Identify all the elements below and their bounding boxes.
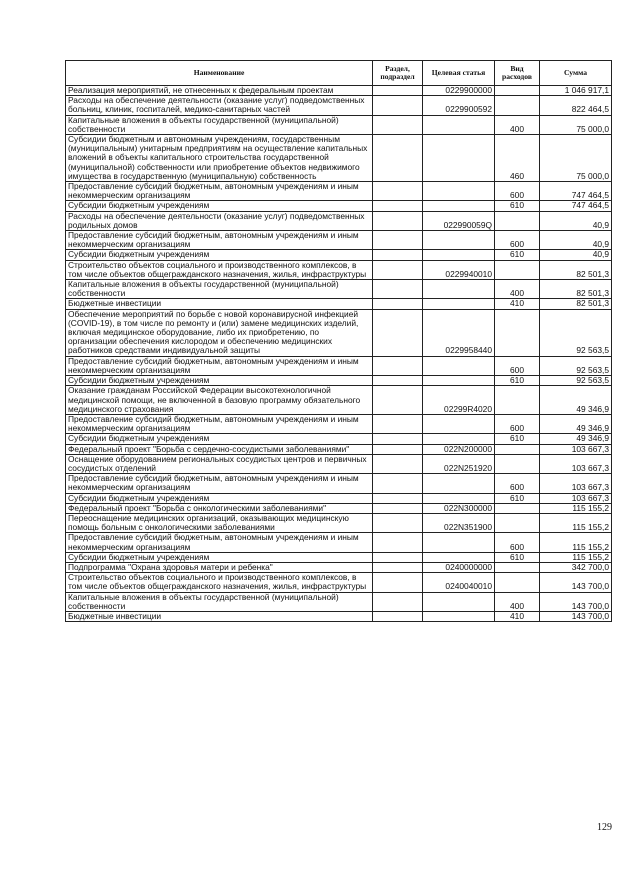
table-row: [66, 592, 612, 611]
cell-section: [373, 562, 423, 572]
cell-sum: 103 667,3: [540, 493, 612, 503]
cell-vid: 600: [495, 474, 540, 493]
table-row: [66, 309, 612, 356]
cell-sum: 143 700,0: [540, 611, 612, 621]
cell-name: Предоставление субсидий бюджетным, автономным учреждениям и иным некоммерческим организациям: [66, 474, 373, 493]
cell-target: 022N251920: [423, 454, 495, 473]
cell-vid: [495, 513, 540, 532]
cell-target: [423, 299, 495, 309]
table-row: [66, 96, 612, 115]
cell-name: Предоставление субсидий бюджетным, автономным учреждениям и иным некоммерческим организациям: [66, 356, 373, 375]
cell-section: [373, 611, 423, 621]
cell-vid: [495, 260, 540, 279]
cell-name: Предоставление субсидий бюджетным, автономным учреждениям и иным некоммерческим организациям: [66, 182, 373, 201]
cell-target: [423, 280, 495, 299]
cell-sum: 40,9: [540, 250, 612, 260]
cell-target: [423, 356, 495, 375]
cell-sum: 115 155,2: [540, 533, 612, 552]
cell-target: [423, 552, 495, 562]
cell-target: [423, 474, 495, 493]
cell-target: 022990059Q: [423, 211, 495, 230]
cell-target: [423, 250, 495, 260]
table-row: [66, 211, 612, 230]
cell-target: [423, 533, 495, 552]
header-name: Наименование: [66, 61, 373, 86]
cell-sum: 82 501,3: [540, 280, 612, 299]
cell-vid: 600: [495, 356, 540, 375]
cell-sum: 103 667,3: [540, 474, 612, 493]
cell-name: Оказание гражданам Российской Федерации высокотехнологичной медицинской помощи, не включенной в базовую программу обязательного медицинского страхования: [66, 386, 373, 415]
table-row: [66, 376, 612, 386]
cell-sum: 747 464,5: [540, 182, 612, 201]
cell-vid: 600: [495, 231, 540, 250]
cell-name: Расходы на обеспечение деятельности (оказание услуг) подведомственных больниц, клиник, госпиталей, медико-санитарных частей: [66, 96, 373, 115]
table-row: [66, 493, 612, 503]
cell-section: [373, 414, 423, 433]
cell-name: Переоснащение медицинских организаций, оказывающих медицинскую помощь больным с онкологическими заболеваниями: [66, 513, 373, 532]
table-row: [66, 573, 612, 592]
cell-sum: 143 700,0: [540, 592, 612, 611]
cell-sum: 40,9: [540, 231, 612, 250]
cell-name: Бюджетные инвестиции: [66, 299, 373, 309]
table-row: [66, 356, 612, 375]
table-row: [66, 454, 612, 473]
cell-sum: 342 700,0: [540, 562, 612, 572]
cell-vid: [495, 86, 540, 96]
budget-table: [65, 60, 612, 622]
cell-section: [373, 513, 423, 532]
cell-target: 0240000000: [423, 562, 495, 572]
cell-target: 022N351900: [423, 513, 495, 532]
cell-target: [423, 376, 495, 386]
cell-section: [373, 493, 423, 503]
cell-target: [423, 115, 495, 134]
cell-vid: 400: [495, 592, 540, 611]
cell-sum: 822 464,5: [540, 96, 612, 115]
cell-sum: 49 346,9: [540, 434, 612, 444]
cell-name: Капитальные вложения в объекты государственной (муниципальной) собственности: [66, 592, 373, 611]
header-row: [66, 61, 612, 86]
cell-sum: 143 700,0: [540, 573, 612, 592]
table-row: [66, 86, 612, 96]
cell-section: [373, 280, 423, 299]
cell-section: [373, 444, 423, 454]
table-row: [66, 533, 612, 552]
table-row: [66, 503, 612, 513]
cell-vid: [495, 96, 540, 115]
cell-target: [423, 182, 495, 201]
cell-section: [373, 96, 423, 115]
cell-name: Субсидии бюджетным учреждениям: [66, 493, 373, 503]
cell-target: 0229940010: [423, 260, 495, 279]
cell-target: 0240040010: [423, 573, 495, 592]
cell-name: Строительство объектов социального и производственного комплексов, в том числе объектов общегражданского назначения, жилья, инфраструктуры: [66, 260, 373, 279]
cell-vid: 610: [495, 552, 540, 562]
cell-vid: 610: [495, 201, 540, 211]
cell-section: [373, 573, 423, 592]
cell-name: Субсидии бюджетным учреждениям: [66, 250, 373, 260]
cell-target: [423, 231, 495, 250]
table-body: [66, 86, 612, 622]
cell-section: [373, 356, 423, 375]
cell-name: Реализация мероприятий, не отнесенных к федеральным проектам: [66, 86, 373, 96]
cell-vid: 410: [495, 611, 540, 621]
cell-section: [373, 115, 423, 134]
cell-sum: 115 155,2: [540, 552, 612, 562]
cell-sum: 49 346,9: [540, 386, 612, 415]
cell-section: [373, 386, 423, 415]
cell-vid: [495, 211, 540, 230]
cell-section: [373, 309, 423, 356]
cell-section: [373, 376, 423, 386]
cell-sum: 115 155,2: [540, 513, 612, 532]
cell-vid: [495, 454, 540, 473]
cell-section: [373, 474, 423, 493]
cell-sum: 49 346,9: [540, 414, 612, 433]
cell-name: Субсидии бюджетным и автономным учреждениям, государственным (муниципальным) унитарным предприятиям на осуществление капитальных вложений в объекты капитального строительства государственной (муниципальной) собственности или приобретение объектов недвижимого имущества в государственную (муниципальную) собственность: [66, 135, 373, 182]
cell-vid: 400: [495, 280, 540, 299]
table-row: [66, 434, 612, 444]
cell-target: 022N200000: [423, 444, 495, 454]
cell-section: [373, 552, 423, 562]
cell-sum: 82 501,3: [540, 260, 612, 279]
cell-target: 0229958440: [423, 309, 495, 356]
cell-section: [373, 260, 423, 279]
cell-name: Предоставление субсидий бюджетным, автономным учреждениям и иным некоммерческим организациям: [66, 533, 373, 552]
table-row: [66, 444, 612, 454]
table-row: [66, 299, 612, 309]
cell-section: [373, 503, 423, 513]
cell-sum: 103 667,3: [540, 444, 612, 454]
table-row: [66, 201, 612, 211]
cell-section: [373, 250, 423, 260]
cell-name: Строительство объектов социального и производственного комплексов, в том числе объектов общегражданского назначения, жилья, инфраструктуры: [66, 573, 373, 592]
cell-sum: 75 000,0: [540, 135, 612, 182]
table-row: [66, 552, 612, 562]
cell-sum: 747 464,5: [540, 201, 612, 211]
table-row: [66, 280, 612, 299]
cell-name: Субсидии бюджетным учреждениям: [66, 552, 373, 562]
cell-name: Расходы на обеспечение деятельности (оказание услуг) подведомственных родильных домов: [66, 211, 373, 230]
cell-sum: 1 046 917,1: [540, 86, 612, 96]
table-row: [66, 135, 612, 182]
cell-sum: 75 000,0: [540, 115, 612, 134]
header-vid: Вид расходов: [495, 61, 540, 86]
cell-section: [373, 434, 423, 444]
cell-name: Федеральный проект "Борьба с онкологическими заболеваниями": [66, 503, 373, 513]
cell-section: [373, 211, 423, 230]
cell-name: Подпрограмма "Охрана здоровья матери и ребенка": [66, 562, 373, 572]
cell-target: 0229900592: [423, 96, 495, 115]
cell-target: [423, 493, 495, 503]
cell-target: [423, 592, 495, 611]
table-row: [66, 115, 612, 134]
table-row: [66, 231, 612, 250]
header-target: Целевая статья: [423, 61, 495, 86]
cell-sum: 82 501,3: [540, 299, 612, 309]
cell-name: Предоставление субсидий бюджетным, автономным учреждениям и иным некоммерческим организациям: [66, 231, 373, 250]
cell-name: Субсидии бюджетным учреждениям: [66, 201, 373, 211]
cell-vid: 600: [495, 414, 540, 433]
cell-sum: 92 563,5: [540, 309, 612, 356]
cell-vid: [495, 386, 540, 415]
table-row: [66, 513, 612, 532]
cell-vid: 610: [495, 376, 540, 386]
cell-vid: 610: [495, 250, 540, 260]
table-row: [66, 260, 612, 279]
cell-target: [423, 434, 495, 444]
cell-name: Капитальные вложения в объекты государственной (муниципальной) собственности: [66, 280, 373, 299]
cell-target: [423, 611, 495, 621]
cell-vid: [495, 444, 540, 454]
cell-section: [373, 231, 423, 250]
table-row: [66, 611, 612, 621]
cell-vid: [495, 309, 540, 356]
cell-target: 0229900000: [423, 86, 495, 96]
table-row: [66, 386, 612, 415]
cell-target: [423, 201, 495, 211]
cell-target: [423, 135, 495, 182]
cell-target: 02299R4020: [423, 386, 495, 415]
cell-name: Субсидии бюджетным учреждениям: [66, 376, 373, 386]
header-section: Раздел, подраздел: [373, 61, 423, 86]
table-row: [66, 474, 612, 493]
cell-vid: 610: [495, 434, 540, 444]
cell-sum: 92 563,5: [540, 356, 612, 375]
cell-name: Обеспечение мероприятий по борьбе с новой коронавирусной инфекцией (COVID-19), в том числе по ремонту и (или) замене медицинских изделий, включая медицинское оборудование, либо их приобретению, по организации обеспечения кислородом и обеспечению медицинских работников средствами индивидуальной защиты: [66, 309, 373, 356]
cell-section: [373, 182, 423, 201]
cell-name: Бюджетные инвестиции: [66, 611, 373, 621]
header-sum: Сумма: [540, 61, 612, 86]
cell-name: Капитальные вложения в объекты государственной (муниципальной) собственности: [66, 115, 373, 134]
table-row: [66, 562, 612, 572]
cell-section: [373, 299, 423, 309]
table-row: [66, 414, 612, 433]
table-header: [66, 61, 612, 86]
cell-name: Федеральный проект "Борьба с сердечно-сосудистыми заболеваниями": [66, 444, 373, 454]
page-number: 129: [597, 822, 612, 833]
cell-vid: [495, 503, 540, 513]
cell-section: [373, 86, 423, 96]
cell-target: [423, 414, 495, 433]
cell-vid: 600: [495, 182, 540, 201]
cell-section: [373, 135, 423, 182]
cell-name: Предоставление субсидий бюджетным, автономным учреждениям и иным некоммерческим организациям: [66, 414, 373, 433]
cell-vid: 400: [495, 115, 540, 134]
cell-section: [373, 454, 423, 473]
cell-vid: 460: [495, 135, 540, 182]
cell-vid: [495, 573, 540, 592]
cell-sum: 103 667,3: [540, 454, 612, 473]
cell-name: Субсидии бюджетным учреждениям: [66, 434, 373, 444]
cell-section: [373, 592, 423, 611]
cell-vid: [495, 562, 540, 572]
table-row: [66, 182, 612, 201]
cell-vid: 610: [495, 493, 540, 503]
cell-vid: 410: [495, 299, 540, 309]
cell-sum: 40,9: [540, 211, 612, 230]
cell-name: Оснащение оборудованием региональных сосудистых центров и первичных сосудистых отделений: [66, 454, 373, 473]
table-row: [66, 250, 612, 260]
cell-section: [373, 533, 423, 552]
cell-sum: 115 155,2: [540, 503, 612, 513]
cell-section: [373, 201, 423, 211]
cell-sum: 92 563,5: [540, 376, 612, 386]
cell-vid: 600: [495, 533, 540, 552]
cell-target: 022N300000: [423, 503, 495, 513]
